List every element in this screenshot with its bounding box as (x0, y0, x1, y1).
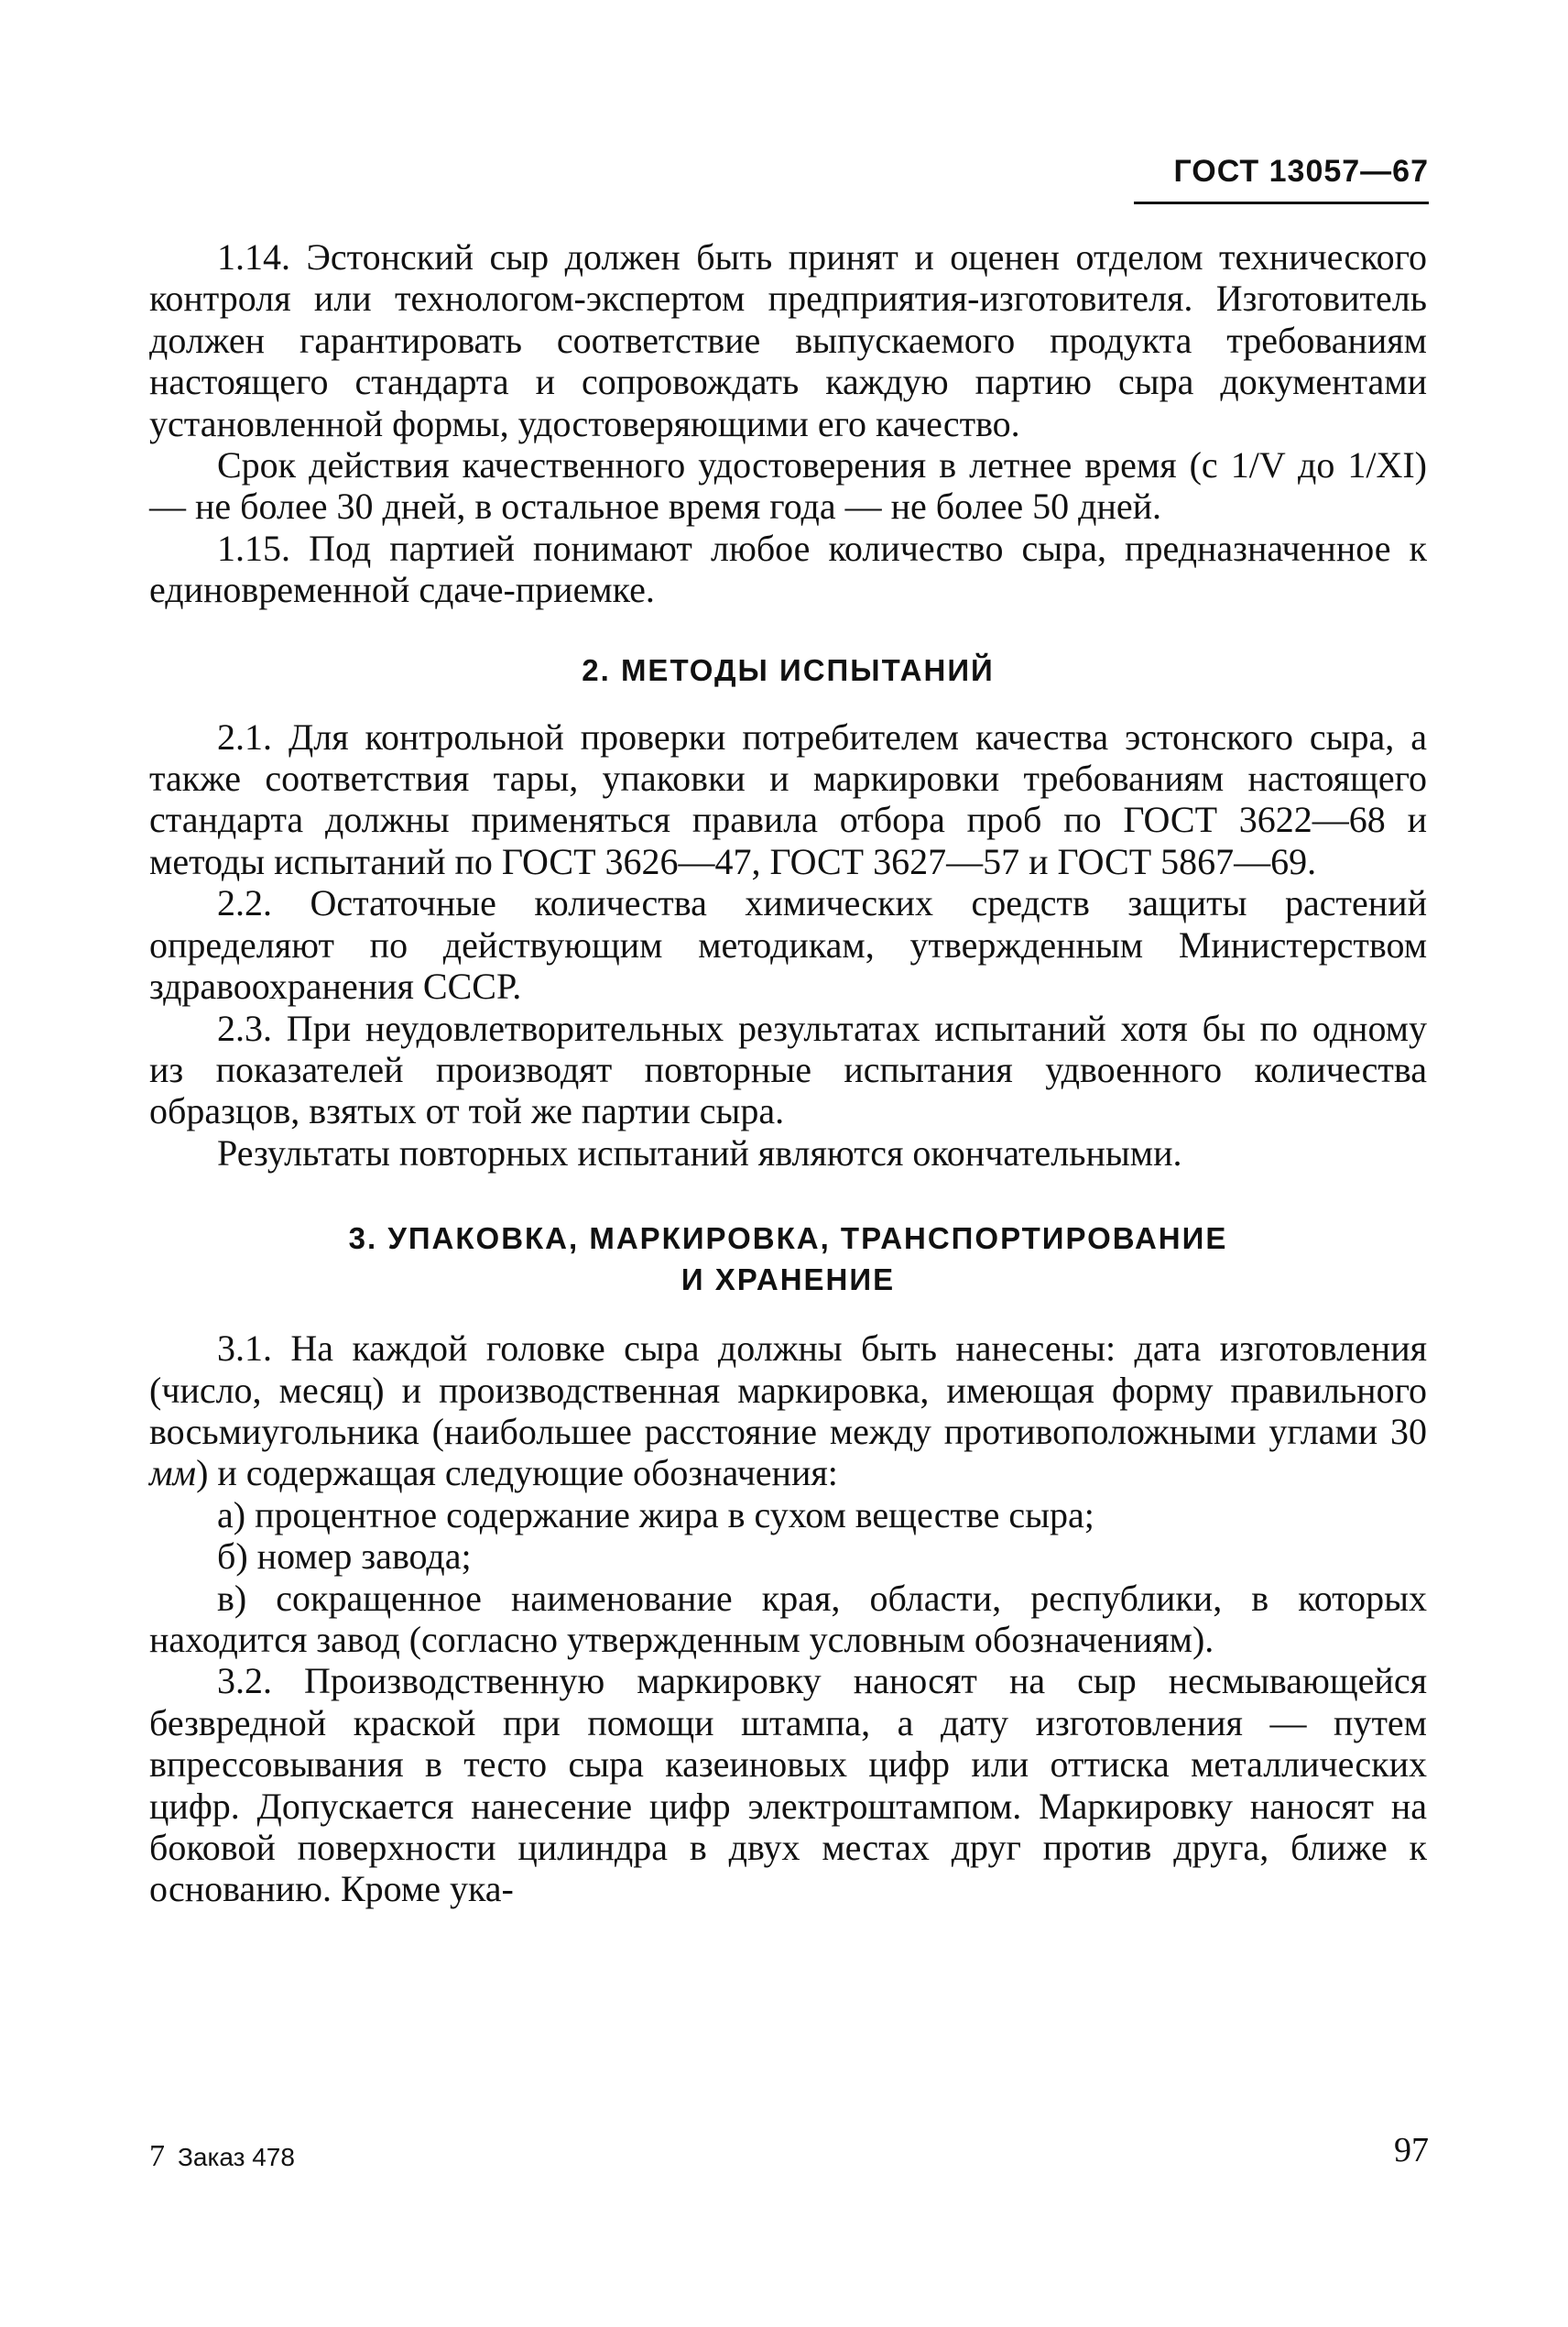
page-number: 97 (1394, 2131, 1429, 2169)
body-text (149, 236, 1427, 1910)
section-3-heading-line-1: 3. УПАКОВКА, МАРКИРОВКА, ТРАНСПОРТИРОВАНИЕ (348, 1221, 1228, 1256)
paragraph-3-1-start: 3.1. На каждой головке сыра должны быть нанесены: дата изготовления (число, месяц) и производственная маркировка, имеющая форму правильного восьмиугольника (наибольшее расстояние между противоположными углами 30 (149, 1327, 1427, 1452)
list-item-a: а) процентное содержание жира в сухом веществе сыра; (217, 1493, 1094, 1535)
paragraph-2-3-results: Результаты повторных испытаний являются окончательными. (217, 1131, 1182, 1174)
sheet-number: 7 (149, 2139, 165, 2173)
standard-number: ГОСТ 13057—67 (1173, 154, 1429, 189)
list-item-b: б) номер завода; (217, 1535, 472, 1578)
section-3-heading-line-2: И ХРАНЕНИЕ (681, 1262, 896, 1297)
paragraph-2-2: 2.2. Остаточные количества химических средств защиты растений определяют по действующим методикам, утвержденным Министерством здравоохранения СССР. (149, 882, 1427, 1008)
paragraph-3-1 (149, 1327, 1427, 1494)
order-label: Заказ 478 (178, 2143, 295, 2171)
paragraph-2-1: 2.1. Для контрольной проверки потребителем качества эстонского сыра, а также соответствия тары, упаковки и маркировки требованиям настоящего стандарта должны применяться правила отбора проб по ГОСТ 3622—68 и методы испытаний по ГОСТ 3626—47, ГОСТ 3627—57 и ГОСТ 5867—69. (149, 716, 1427, 882)
paragraph-3-2: 3.2. Производственную маркировку наносят на сыр несмывающейся безвредной краской при помощи штампа, а дату изготовления — путем впрессовывания в тесто сыра казеиновых цифр или оттиска металлических цифр. Допускается нанесение цифр электроштампом. Маркировку наносят на боковой поверхности цилиндра в двух местах друг против друга, ближе к основанию. Кроме ука- (149, 1660, 1427, 1910)
paragraph-1-14: 1.14. Эстонский сыр должен быть принят и оценен отделом технического контроля или технологом-экспертом предприятия-изготовителя. Изготовитель должен гарантировать соответствие выпускаемого продукта требованиям настоящего стандарта и сопровождать каждую партию сыра документами установленной формы, удостоверяющими его качество. (149, 236, 1427, 444)
unit-mm: мм (149, 1452, 197, 1494)
header-rule (1134, 202, 1429, 204)
list-item-v: в) сокращенное наименование края, области, республики, в которых находится завод (согласно утвержденным условным обозначениям). (149, 1577, 1427, 1660)
paragraph-1-15: 1.15. Под партией понимают любое количество сыра, предназначенное к единовременной сдаче-приемке. (149, 527, 1427, 611)
section-3-heading (149, 1218, 1427, 1300)
paragraph-1-14-validity: Срок действия качественного удостоверения в летнее время (с 1/V до 1/XI) — не более 30 дней, в остальное время года — не более 50 дней. (149, 444, 1427, 528)
paragraph-3-1-end: ) и содержащая следующие обозначения: (196, 1452, 838, 1494)
paragraph-2-3: 2.3. При неудовлетворительных результатах испытаний хотя бы по одному из показателей производят повторные испытания удвоенного количества образцов, взятых от той же партии сыра. (149, 1007, 1427, 1132)
section-2-heading: 2. МЕТОДЫ ИСПЫТАНИЙ (582, 652, 995, 687)
print-order-note (149, 2139, 295, 2174)
